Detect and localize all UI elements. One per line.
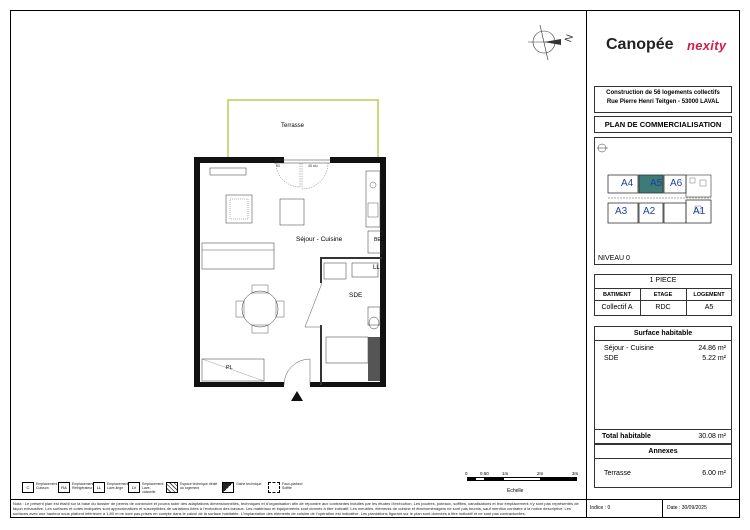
keyplan-compass-icon [596,142,610,154]
surfaces-box [594,326,732,444]
plan-title: PLAN DE COMMERCIALISATION [604,120,722,129]
legend-item-gaine-technique [222,482,262,496]
legend-text: Espace technique dédié au logement [180,482,218,490]
annexes-divider [594,458,732,459]
legend-item-lave-linge [93,482,129,496]
total-value: 30.08 m² [698,433,726,440]
legend-text: Faux-plafond Soffite [282,482,303,490]
legend-text: Emplacement Réfrigérateur [72,482,94,490]
keyplan-unit-a4: A4 [621,178,634,189]
annex-row-value: 6.00 m² [702,470,726,477]
footer-divider [10,499,740,500]
window-note-right: 45 stu [308,164,318,168]
surfaces-title: Surface habitable [633,330,693,337]
cupboard-label: PL [226,365,233,371]
surface-row-name: Séjour - Cuisine [604,345,654,352]
surface-row-name: SDE [604,355,619,362]
keyplan-unit-a6: A6 [670,178,683,189]
water-heater-label: BEC [374,237,385,243]
annexes-title: Annexes [648,448,678,455]
keyplan-unit-a2: A2 [643,206,656,217]
footer-col-divider [662,499,663,518]
terrace-label: Terrasse [281,123,305,129]
header-etage: ETAGE [653,292,673,298]
level-label: NIVEAU 0 [598,255,630,262]
legend-item-faux-plafond [268,482,308,496]
project-line-1: Construction de 56 logements collectifs [606,90,720,96]
apartment-floor-plan [180,95,400,405]
living-room-label: Séjour - Cuisine [296,236,343,243]
unit-row-divider [594,288,732,289]
legend-item-refrigerateur [58,482,92,496]
nexity-logo: nexity [687,38,727,53]
legend-text: Emplacement Lave-linge [107,482,129,490]
legend-symbol [166,482,178,493]
canopee-logo: Canopée [606,36,674,53]
keyplan-unit-a5: A5 [650,178,663,189]
footer-col-divider [586,499,587,518]
legend-text: Gaine technique [236,482,262,486]
scale-tick: 0 [465,471,468,476]
value-etage: RDC [655,304,671,311]
total-label: Total habitable [602,433,651,440]
annex-row-name: Terrasse [604,470,631,477]
legend-symbol: C [22,482,34,493]
legend-symbol [268,482,280,493]
legend-symbol: RA [58,482,70,493]
scale-segment [540,478,576,480]
keyplan-unit-a1: A1 [693,206,706,217]
project-line-2: Rue Pierre Henri Teitgen - 53000 LAVAL [606,99,720,105]
legend-item-espace-technique [166,482,218,496]
legend-symbol [222,482,234,493]
scale-segment [484,478,504,480]
bathroom-label: SDE [349,292,363,299]
legend-symbol: LL [93,482,105,493]
legend-item-lave-vaisselle [128,482,164,496]
date-label: Date : 30/09/2025 [667,505,707,511]
unit-row-divider [594,300,732,301]
keyplan-drawing [600,170,730,230]
header-batiment: BATIMENT [602,292,631,298]
laundry-label: LL [373,265,380,271]
legend-text: Emplacement Lave-vaisselle [142,482,164,494]
scale-tick: 3m [572,471,579,476]
surface-row-value: 5.22 m² [702,355,726,362]
column-divider [586,10,587,499]
legend-text: Emplacement Cuisson [36,482,58,490]
scale-tick: 2m [537,471,544,476]
legal-note: Nota : Le présent plan est établi sur la base du dossier de permis de construire et pourra subir des adaptations dimensionnelles, techniques et d'organisation afin de répondre aux contraintes induites par les études d'exécution. Les poutres, poteaux, soffites, canalisations et leur emplacement n'y sont pas représentés de façon exhaustive. Les surfaces et cotes indiquées sont approximatives et susceptibles de variations liées à l'exécution des travaux. Les matériaux et équipements sont donnés à titre indicatif. Les meubles, éléments de cuisine et électroménagers ne sont pas fournis, sauf mention contraire à la notice descriptive. Les surfaces avec une hauteur sous plafond inférieure à 1,80 m ne sont pas prises en compte dans le calcul de la surface habitable. L'implantation des éléments de cuisine de l'opération est indicative. Les plantations figurant sur le plan sont données à titre indicatif et ne sont pas contractuelles. [13,501,579,516]
surface-row-value: 24.86 m² [698,345,726,352]
index-label: Indice : 0 [590,505,611,511]
scale-bar [467,477,577,481]
north-arrow-icon [520,20,582,72]
value-logement: A5 [704,304,714,311]
scale-segment [468,478,476,480]
surfaces-divider [594,429,732,430]
surfaces-divider [594,340,732,341]
compass-letter: N [563,33,577,44]
unit-type: 1 PIECE [649,277,677,284]
scale-tick: 0.50 [480,471,489,476]
legend-item-cuisson [22,482,58,496]
legend-symbol: LV [128,482,140,493]
value-batiment: Collectif A [601,304,633,311]
header-logement: LOGEMENT [693,292,725,298]
scale-tick: 1m [502,471,509,476]
keyplan-unit-a3: A3 [615,206,628,217]
window-note-left: 90 [276,164,280,168]
scale-label: Echelle [507,488,524,494]
